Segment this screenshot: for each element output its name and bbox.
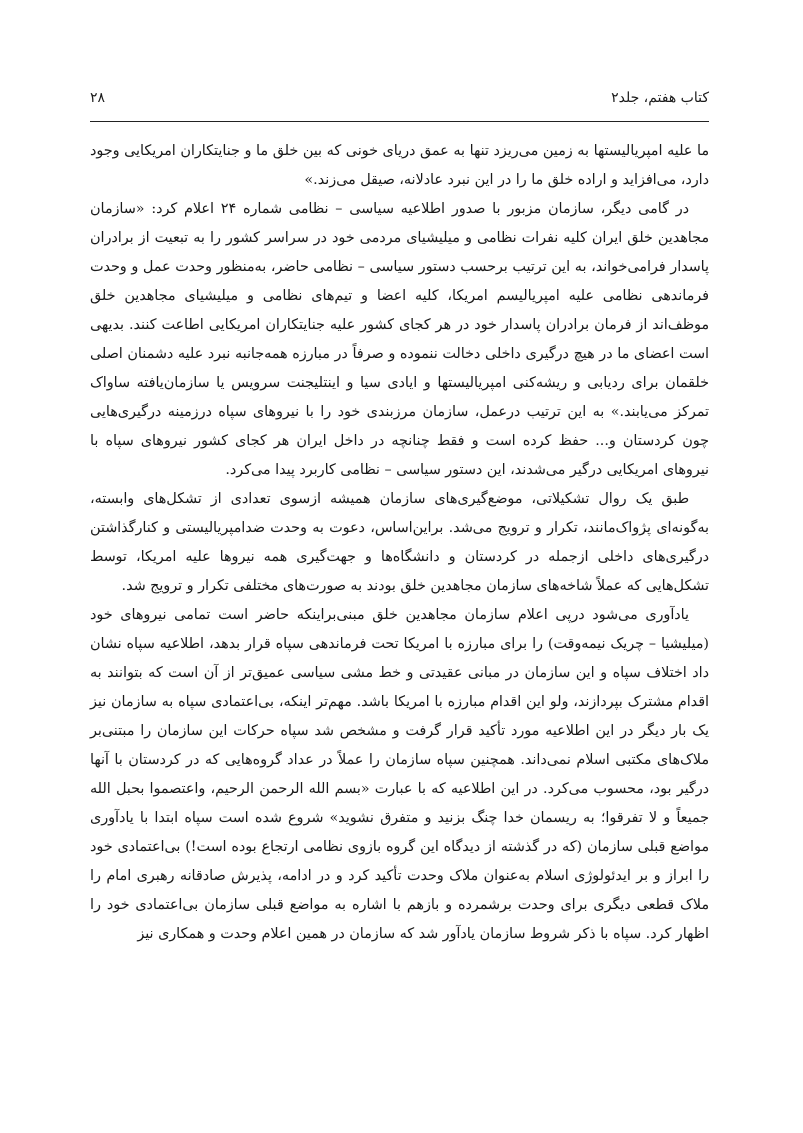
running-header	[90, 90, 709, 112]
paragraph: طبق یک روال تشکیلاتی، موضع‌گیری‌های سازمان همیشه ازسوی تعدادی از تشکل‌های وابسته، به‌گونه‌ای پژواک‌مانند، تکرار و ترویج می‌شد. براین‌اساس، دعوت به وحدت ضدامپریالیستی و کنارگذاشتن درگیری‌های داخلی ازجمله در کردستان و دانشگاه‌ها و جهت‌گیری همه نیروها علیه امریکا، توسط تشکل‌هایی که عملاً شاخه‌های سازمان مجاهدین خلق بودند به صورت‌های مختلفی تکرار و ترویج شد.	[90, 491, 709, 594]
paragraph: یادآوری می‌شود درپی اعلام سازمان مجاهدین خلق مبنی‌براینکه حاضر است تمامی نیروهای خود (میلیشیا – چریک نیمه‌وقت) را برای مبارزه با امریکا تحت فرماندهی سپاه قرار بدهد، اطلاعیه سپاه نشان داد اختلاف سپاه و این سازمان در مبانی عقیدتی و خط مشی سیاسی عمیق‌تر از آن است که بتوانند به اقدام مشترک بپردازند، ولو این اقدام مبارزه با امریکا باشد. مهم‌تر اینکه، بی‌اعتمادی سپاه به سازمان نیز یک بار دیگر در این اطلاعیه مورد تأکید قرار گرفت و مشخص شد سپاه حرکات این سازمان را مبتنی‌بر ملاک‌های مکتبی اسلام نمی‌داند. همچنین سپاه سازمان را عملاً در عداد گروه‌هایی که در کردستان با آنها درگیر بود، محسوب می‌کرد. در این اطلاعیه که با عبارت «بسم الله الرحمن الرحیم، واعتصموا بحبل الله جمیعاً و لا تفرقوا؛ به ریسمان خدا چنگ بزنید و متفرق نشوید» شروع شده است سپاه ابتدا با یادآوری مواضع قبلی سازمان (که در گذشته از دیدگاه این گروه بازوی نظامی ارتجاع بوده است!) بی‌اعتمادی خود را ابراز و بر ایدئولوژی اسلام به‌عنوان ملاک وحدت تأکید کرد و در ادامه، پذیرش صادقانه رهبری امام را ملاک قطعی دیگری برای وحدت برشمرده و بازهم با اشاره به مواضع قبلی سازمان بی‌اعتمادی خود را اظهار کرد. سپاه با ذکر شروط سازمان یادآور شد که سازمان در همین اعلام وحدت و همکاری نیز	[90, 607, 709, 942]
running-title: کتاب هفتم، جلد۲	[611, 90, 709, 106]
body-text	[90, 137, 709, 949]
page-number: ۲۸	[90, 90, 106, 106]
header-rule	[90, 121, 709, 122]
paragraph: ما علیه امپریالیستها به زمین می‌ریزد تنها به عمق دریای خونی که بین خلق ما و جنایتکاران امریکایی وجود دارد، می‌افزاید و اراده خلق ما را در این نبرد عادلانه، صیقل می‌زند.»	[90, 143, 709, 188]
paragraph: در گامی دیگر، سازمان مزبور با صدور اطلاعیه سیاسی – نظامی شماره ۲۴ اعلام کرد: «سازمان مجاهدین خلق ایران کلیه نفرات نظامی و میلیشیای مردمی خود در سراسر کشور را به تبعیت از برادران پاسدار فرامی‌خواند، به این ترتیب برحسب دستور سیاسی – نظامی حاضر، به‌منظور وحدت عمل و وحدت فرماندهی نظامی علیه امپریالیسم امریکا، کلیه اعضا و تیم‌های نظامی و میلیشیای مجاهدین خلق موظف‌اند از فرمان برادران پاسدار خود در هر کجای کشور علیه جنایتکاران امریکایی اطاعت کنند. بدیهی است اعضای ما در هیچ درگیری داخلی دخالت ننموده و صرفاً در مبارزه همه‌جانبه نبرد علیه دشمنان اصلی خلقمان برای ردیابی و ریشه‌کنی امپریالیستها و ایادی سیا و اینتلیجنت سرویس یا سازمان‌یافته ساواک تمرکز می‌یابند.» به این ترتیب درعمل، سازمان مرزبندی خود را با نیروهای سپاه درزمینه درگیری‌هایی چون کردستان و... حفظ کرده است و فقط چنانچه در داخل ایران هر کجای کشور نیروهای سپاه با نیروهای امریکایی درگیر می‌شدند، این دستور سیاسی – نظامی کاربرد پیدا می‌کرد.	[90, 201, 709, 478]
